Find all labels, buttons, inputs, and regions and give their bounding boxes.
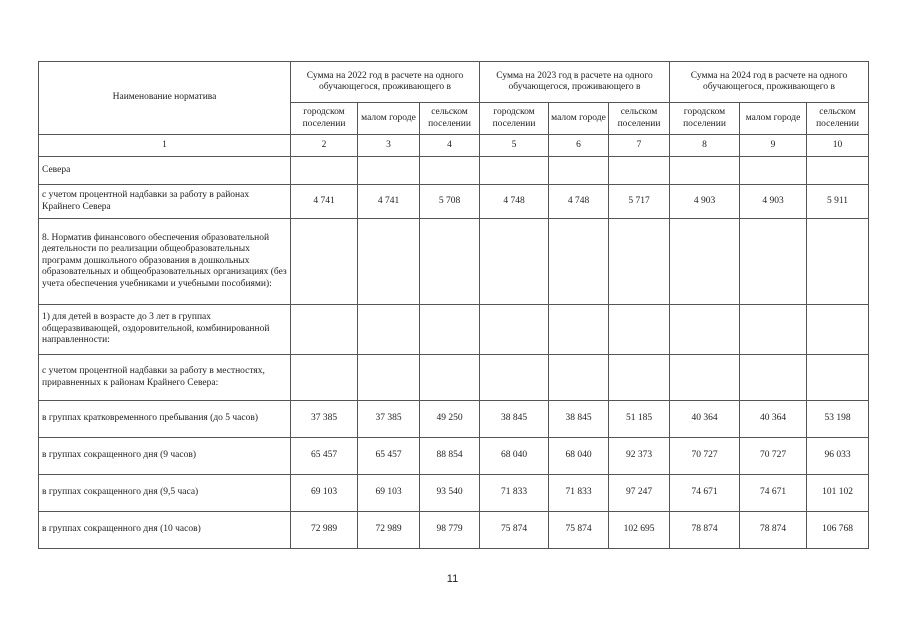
value-cell — [609, 219, 670, 305]
value-cell: 72 989 — [358, 512, 420, 549]
value-cell — [291, 355, 358, 401]
table-row — [39, 219, 869, 305]
table-row — [39, 185, 869, 219]
value-cell — [291, 305, 358, 355]
row-name: в группах кратковременного пребывания (до 5 часов) — [39, 401, 291, 438]
column-number: 7 — [609, 135, 670, 157]
value-cell — [740, 355, 807, 401]
value-cell — [740, 157, 807, 185]
value-cell — [480, 355, 549, 401]
value-cell: 5 708 — [420, 185, 480, 219]
subheader-rural: сельском поселении — [609, 103, 670, 135]
value-cell: 71 833 — [549, 475, 609, 512]
column-number: 6 — [549, 135, 609, 157]
value-cell — [807, 355, 869, 401]
header-group-2023: Сумма на 2023 год в расчете на одного обучающегося, проживающего в — [480, 62, 670, 103]
value-cell — [480, 305, 549, 355]
value-cell: 4 903 — [670, 185, 740, 219]
value-cell — [670, 355, 740, 401]
row-name: 8. Норматив финансового обеспечения образовательной деятельности по реализации общеобразовательных программ дошкольного образования в дошкольных образовательных и общеобразовательных организациях (без учета обеспечения учебниками и учебными пособиями): — [39, 219, 291, 305]
row-name: в группах сокращенного дня (10 часов) — [39, 512, 291, 549]
column-number: 9 — [740, 135, 807, 157]
value-cell: 70 727 — [740, 438, 807, 475]
value-cell — [807, 157, 869, 185]
value-cell: 49 250 — [420, 401, 480, 438]
value-cell: 5 717 — [609, 185, 670, 219]
value-cell: 51 185 — [609, 401, 670, 438]
value-cell — [358, 157, 420, 185]
value-cell: 74 671 — [740, 475, 807, 512]
value-cell — [420, 305, 480, 355]
subheader-urban: городском поселении — [480, 103, 549, 135]
value-cell: 4 748 — [480, 185, 549, 219]
value-cell: 75 874 — [549, 512, 609, 549]
value-cell — [549, 219, 609, 305]
value-cell: 93 540 — [420, 475, 480, 512]
value-cell: 92 373 — [609, 438, 670, 475]
row-name: в группах сокращенного дня (9 часов) — [39, 438, 291, 475]
value-cell: 68 040 — [480, 438, 549, 475]
value-cell — [480, 219, 549, 305]
value-cell: 74 671 — [670, 475, 740, 512]
value-cell — [549, 355, 609, 401]
column-number: 1 — [39, 135, 291, 157]
value-cell — [480, 157, 549, 185]
value-cell: 5 911 — [807, 185, 869, 219]
value-cell: 37 385 — [358, 401, 420, 438]
table-row — [39, 512, 869, 549]
value-cell: 71 833 — [480, 475, 549, 512]
table-row — [39, 401, 869, 438]
value-cell: 106 768 — [807, 512, 869, 549]
value-cell: 4 741 — [291, 185, 358, 219]
value-cell: 37 385 — [291, 401, 358, 438]
column-number: 3 — [358, 135, 420, 157]
value-cell: 65 457 — [291, 438, 358, 475]
value-cell: 38 845 — [480, 401, 549, 438]
row-name: Севера — [39, 157, 291, 185]
table-row — [39, 475, 869, 512]
value-cell — [420, 355, 480, 401]
subheader-small-town: малом городе — [549, 103, 609, 135]
subheader-rural: сельском поселении — [420, 103, 480, 135]
column-number: 10 — [807, 135, 869, 157]
page-number: 11 — [446, 573, 459, 585]
value-cell: 38 845 — [549, 401, 609, 438]
value-cell — [420, 219, 480, 305]
value-cell: 69 103 — [291, 475, 358, 512]
header-group-2022: Сумма на 2022 год в расчете на одного обучающегося, проживающего в — [291, 62, 480, 103]
row-name: с учетом процентной надбавки за работу в местностях, приравненных к районам Крайнего Севера: — [39, 355, 291, 401]
column-number: 2 — [291, 135, 358, 157]
value-cell: 4 903 — [740, 185, 807, 219]
value-cell: 98 779 — [420, 512, 480, 549]
value-cell — [609, 157, 670, 185]
value-cell: 69 103 — [358, 475, 420, 512]
subheader-small-town: малом городе — [740, 103, 807, 135]
value-cell: 4 741 — [358, 185, 420, 219]
column-number: 4 — [420, 135, 480, 157]
value-cell — [549, 157, 609, 185]
value-cell: 88 854 — [420, 438, 480, 475]
value-cell: 101 102 — [807, 475, 869, 512]
value-cell — [670, 219, 740, 305]
subheader-urban: городском поселении — [291, 103, 358, 135]
value-cell: 68 040 — [549, 438, 609, 475]
value-cell — [670, 305, 740, 355]
subheader-small-town: малом городе — [358, 103, 420, 135]
table-row — [39, 157, 869, 185]
value-cell: 78 874 — [740, 512, 807, 549]
value-cell: 70 727 — [670, 438, 740, 475]
column-number: 5 — [480, 135, 549, 157]
value-cell — [358, 305, 420, 355]
value-cell — [609, 305, 670, 355]
value-cell: 72 989 — [291, 512, 358, 549]
norms-table — [38, 61, 869, 549]
value-cell — [807, 305, 869, 355]
value-cell — [740, 219, 807, 305]
value-cell — [291, 219, 358, 305]
value-cell — [609, 355, 670, 401]
row-name: с учетом процентной надбавки за работу в районах Крайнего Севера — [39, 185, 291, 219]
value-cell: 97 247 — [609, 475, 670, 512]
table-row — [39, 355, 869, 401]
value-cell: 102 695 — [609, 512, 670, 549]
value-cell — [291, 157, 358, 185]
header-group-2024: Сумма на 2024 год в расчете на одного обучающегося, проживающего в — [670, 62, 869, 103]
value-cell: 96 033 — [807, 438, 869, 475]
value-cell: 78 874 — [670, 512, 740, 549]
subheader-urban: городском поселении — [670, 103, 740, 135]
value-cell — [549, 305, 609, 355]
table-row — [39, 438, 869, 475]
value-cell — [670, 157, 740, 185]
column-number: 8 — [670, 135, 740, 157]
value-cell — [740, 305, 807, 355]
value-cell — [420, 157, 480, 185]
value-cell — [358, 219, 420, 305]
value-cell: 40 364 — [740, 401, 807, 438]
value-cell: 53 198 — [807, 401, 869, 438]
subheader-rural: сельском поселении — [807, 103, 869, 135]
value-cell — [807, 219, 869, 305]
table-row — [39, 305, 869, 355]
row-name: в группах сокращенного дня (9,5 часа) — [39, 475, 291, 512]
value-cell: 75 874 — [480, 512, 549, 549]
value-cell: 65 457 — [358, 438, 420, 475]
value-cell — [358, 355, 420, 401]
header-name-col: Наименование норматива — [39, 62, 291, 135]
value-cell: 4 748 — [549, 185, 609, 219]
row-name: 1) для детей в возрасте до 3 лет в группах общеразвивающей, оздоровительной, комбинированной направленности: — [39, 305, 291, 355]
value-cell: 40 364 — [670, 401, 740, 438]
